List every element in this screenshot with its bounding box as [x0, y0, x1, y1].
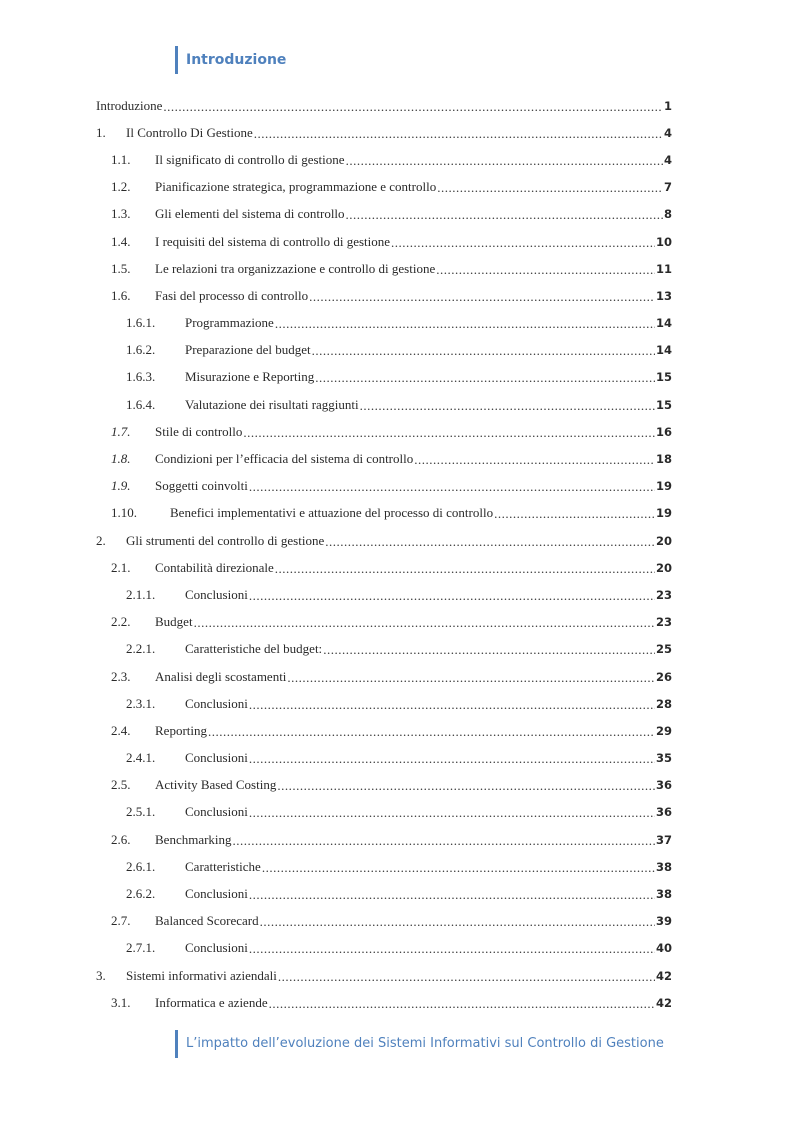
toc-entry-page: 14	[655, 316, 672, 331]
toc-entry-page: 13	[655, 288, 672, 303]
toc-entry-page: 15	[655, 397, 672, 412]
toc-entry[interactable]	[96, 826, 672, 853]
toc-entry-number: 1.6.4.	[126, 396, 156, 412]
toc-entry-title: Conclusioni	[185, 695, 248, 711]
dot-leader	[249, 941, 655, 957]
page-header	[175, 46, 286, 74]
toc-entry-page: 38	[655, 859, 672, 874]
toc-entry-number: 1.6.3.	[126, 369, 156, 385]
toc-entry-title: Analisi degli scostamenti	[155, 668, 287, 684]
toc-entry[interactable]	[96, 255, 672, 282]
dot-leader	[249, 751, 655, 767]
dot-leader	[260, 914, 655, 930]
dot-leader	[275, 561, 655, 577]
dot-leader	[249, 697, 655, 713]
toc-entry-page: 42	[655, 968, 672, 983]
toc-entry-page: 18	[655, 452, 672, 467]
toc-entry[interactable]	[96, 609, 672, 636]
toc-entry-title: Conclusioni	[185, 586, 248, 602]
dot-leader	[249, 887, 655, 903]
toc-entry-page: 28	[655, 696, 672, 711]
toc-entry-title: Le relazioni tra organizzazione e controllo di gestione	[155, 260, 436, 276]
toc-entry-page: 14	[655, 343, 672, 358]
toc-entry-title: Fasi del processo di controllo	[155, 287, 309, 303]
toc-entry-number: 3.1.	[111, 994, 131, 1010]
dot-leader	[278, 969, 655, 985]
toc-entry-number: 1.4.	[111, 233, 131, 249]
toc-entry-page: 38	[655, 887, 672, 902]
toc-entry-number: 3.	[96, 967, 106, 983]
toc-entry-page: 20	[655, 533, 672, 548]
dot-leader	[414, 452, 655, 468]
toc-entry-page: 39	[655, 914, 672, 929]
toc-entry-page: 7	[663, 180, 672, 195]
dot-leader	[323, 642, 655, 658]
toc-entry-title: Conclusioni	[185, 804, 248, 820]
toc-entry-title: Caratteristiche del budget:	[185, 641, 323, 657]
toc-entry-number: 2.4.	[111, 722, 131, 738]
dot-leader	[287, 670, 655, 686]
toc-entry-number: 2.6.	[111, 831, 131, 847]
toc-entry-title: Informatica e aziende	[155, 994, 268, 1010]
toc-entry[interactable]	[96, 554, 672, 581]
toc-entry-title: Condizioni per l’efficacia del sistema di controllo	[155, 451, 414, 467]
dot-leader	[494, 506, 655, 522]
toc-entry[interactable]	[96, 663, 672, 690]
toc-entry[interactable]	[96, 799, 672, 826]
toc-entry[interactable]	[96, 880, 672, 907]
toc-entry-number: 1.8.	[111, 451, 131, 467]
toc-entry-title: Il Controllo Di Gestione	[126, 124, 253, 140]
toc-entry-title: Pianificazione strategica, programmazione e controllo	[155, 179, 437, 195]
toc-entry-title: Benchmarking	[155, 831, 232, 847]
toc-entry-page: 40	[655, 941, 672, 956]
toc-entry-number: 2.3.	[111, 668, 131, 684]
toc-entry-title: I requisiti del sistema di controllo di gestione	[155, 233, 391, 249]
dot-leader	[309, 289, 655, 305]
toc-entry-title: Balanced Scorecard	[155, 913, 259, 929]
table-of-contents	[96, 92, 672, 1016]
toc-entry-page: 8	[663, 207, 672, 222]
toc-entry[interactable]	[96, 174, 672, 201]
toc-entry[interactable]	[96, 935, 672, 962]
toc-entry-title: Reporting	[155, 722, 207, 738]
toc-entry-page: 42	[655, 995, 672, 1010]
dot-leader	[233, 833, 655, 849]
dot-leader	[315, 370, 655, 386]
toc-entry-number: 2.7.	[111, 913, 131, 929]
toc-entry[interactable]	[96, 908, 672, 935]
dot-leader	[208, 724, 655, 740]
toc-entry[interactable]	[96, 337, 672, 364]
toc-entry-page: 25	[655, 642, 672, 657]
toc-entry-page: 29	[655, 723, 672, 738]
dot-leader	[277, 778, 655, 794]
toc-entry[interactable]	[96, 500, 672, 527]
dot-leader	[194, 615, 655, 631]
toc-entry-title: Misurazione e Reporting	[185, 369, 315, 385]
toc-entry-number: 2.5.	[111, 777, 131, 793]
toc-entry[interactable]	[96, 310, 672, 337]
toc-entry[interactable]	[96, 717, 672, 744]
dot-leader	[269, 996, 655, 1012]
toc-entry[interactable]	[96, 581, 672, 608]
toc-entry-title: Conclusioni	[185, 940, 248, 956]
toc-entry[interactable]	[96, 473, 672, 500]
toc-entry-title: Contabilità direzionale	[155, 559, 274, 575]
dot-leader	[346, 207, 663, 223]
toc-entry-number: 1.3.	[111, 206, 131, 222]
toc-entry-title: Introduzione	[96, 97, 163, 113]
dot-leader	[243, 425, 655, 441]
toc-entry-number: 2.7.1.	[126, 940, 156, 956]
toc-entry[interactable]	[96, 745, 672, 772]
toc-entry-number: 2.2.	[111, 614, 131, 630]
toc-entry-title: Sistemi informativi aziendali	[126, 967, 277, 983]
toc-entry-number: 1.	[96, 124, 106, 140]
toc-entry-page: 11	[655, 261, 672, 276]
toc-entry-page: 4	[663, 125, 672, 140]
toc-entry-number: 2.1.1.	[126, 586, 156, 602]
dot-leader	[275, 316, 655, 332]
toc-entry[interactable]	[96, 391, 672, 418]
dot-leader	[391, 235, 655, 251]
toc-entry-title: Activity Based Costing	[155, 777, 277, 793]
toc-entry-page: 16	[655, 424, 672, 439]
toc-entry-number: 2.1.	[111, 559, 131, 575]
toc-entry[interactable]	[96, 282, 672, 309]
toc-entry[interactable]	[96, 92, 672, 119]
toc-entry-page: 36	[655, 778, 672, 793]
footer-text: L’impatto dell’evoluzione dei Sistemi Informativi sul Controllo di Gestione	[186, 1036, 664, 1051]
toc-entry-number: 1.6.	[111, 287, 131, 303]
dot-leader	[312, 343, 655, 359]
toc-entry[interactable]	[96, 418, 672, 445]
toc-entry-page: 19	[655, 479, 672, 494]
dot-leader	[346, 153, 663, 169]
toc-entry-number: 2.2.1.	[126, 641, 156, 657]
toc-entry-page: 23	[655, 587, 672, 602]
toc-entry-number: 2.5.1.	[126, 804, 156, 820]
page-footer	[175, 1030, 664, 1058]
toc-entry-number: 1.6.1.	[126, 315, 156, 331]
toc-entry-page: 19	[655, 506, 672, 521]
toc-entry-page: 15	[655, 370, 672, 385]
toc-entry-number: 1.10.	[111, 505, 137, 521]
toc-entry[interactable]	[96, 690, 672, 717]
header-title: Introduzione	[186, 52, 287, 68]
toc-entry[interactable]	[96, 989, 672, 1016]
dot-leader	[249, 479, 655, 495]
toc-entry-title: Soggetti coinvolti	[155, 478, 248, 494]
toc-entry-page: 35	[655, 751, 672, 766]
toc-entry-page: 23	[655, 615, 672, 630]
toc-entry-number: 2.3.1.	[126, 695, 156, 711]
toc-entry-title: Gli elementi del sistema di controllo	[155, 206, 345, 222]
toc-entry-number: 1.6.2.	[126, 342, 156, 358]
toc-entry-number: 2.6.2.	[126, 886, 156, 902]
toc-entry-page: 26	[655, 669, 672, 684]
toc-entry-number: 1.5.	[111, 260, 131, 276]
dot-leader	[163, 99, 663, 115]
toc-entry-title: Budget	[155, 614, 193, 630]
dot-leader	[436, 262, 655, 278]
dot-leader	[262, 860, 655, 876]
toc-entry-title: Benefici implementativi e attuazione del processo di controllo	[170, 505, 494, 521]
toc-entry-number: 1.1.	[111, 151, 131, 167]
toc-entry[interactable]	[96, 853, 672, 880]
toc-entry[interactable]	[96, 119, 672, 146]
toc-entry-number: 1.7.	[111, 423, 131, 439]
toc-entry[interactable]	[96, 772, 672, 799]
toc-entry-page: 1	[663, 98, 672, 113]
toc-entry-title: Programmazione	[185, 315, 274, 331]
toc-entry-page: 20	[655, 560, 672, 575]
toc-entry-number: 1.9.	[111, 478, 131, 494]
toc-entry[interactable]	[96, 527, 672, 554]
dot-leader	[249, 588, 655, 604]
toc-entry[interactable]	[96, 636, 672, 663]
toc-entry[interactable]	[96, 146, 672, 173]
toc-entry-page: 36	[655, 805, 672, 820]
dot-leader	[249, 805, 655, 821]
toc-entry-title: Valutazione dei risultati raggiunti	[185, 396, 359, 412]
toc-entry-page: 4	[663, 152, 672, 167]
toc-entry-title: Conclusioni	[185, 750, 248, 766]
toc-entry-page: 37	[655, 832, 672, 847]
toc-entry-title: Preparazione del budget	[185, 342, 311, 358]
toc-entry[interactable]	[96, 364, 672, 391]
dot-leader	[325, 534, 655, 550]
toc-entry-title: Gli strumenti del controllo di gestione	[126, 532, 325, 548]
toc-entry-page: 10	[655, 234, 672, 249]
toc-entry-title: Caratteristiche	[185, 858, 261, 874]
dot-leader	[254, 126, 663, 142]
toc-entry-number: 2.4.1.	[126, 750, 156, 766]
toc-entry[interactable]	[96, 962, 672, 989]
toc-entry-number: 1.2.	[111, 179, 131, 195]
toc-entry[interactable]	[96, 201, 672, 228]
toc-entry[interactable]	[96, 228, 672, 255]
toc-entry-title: Stile di controllo	[155, 423, 243, 439]
toc-entry-number: 2.6.1.	[126, 858, 156, 874]
toc-entry[interactable]	[96, 445, 672, 472]
toc-entry-number: 2.	[96, 532, 106, 548]
toc-entry-title: Conclusioni	[185, 886, 248, 902]
dot-leader	[437, 180, 663, 196]
toc-entry-title: Il significato di controllo di gestione	[155, 151, 345, 167]
dot-leader	[360, 398, 655, 414]
